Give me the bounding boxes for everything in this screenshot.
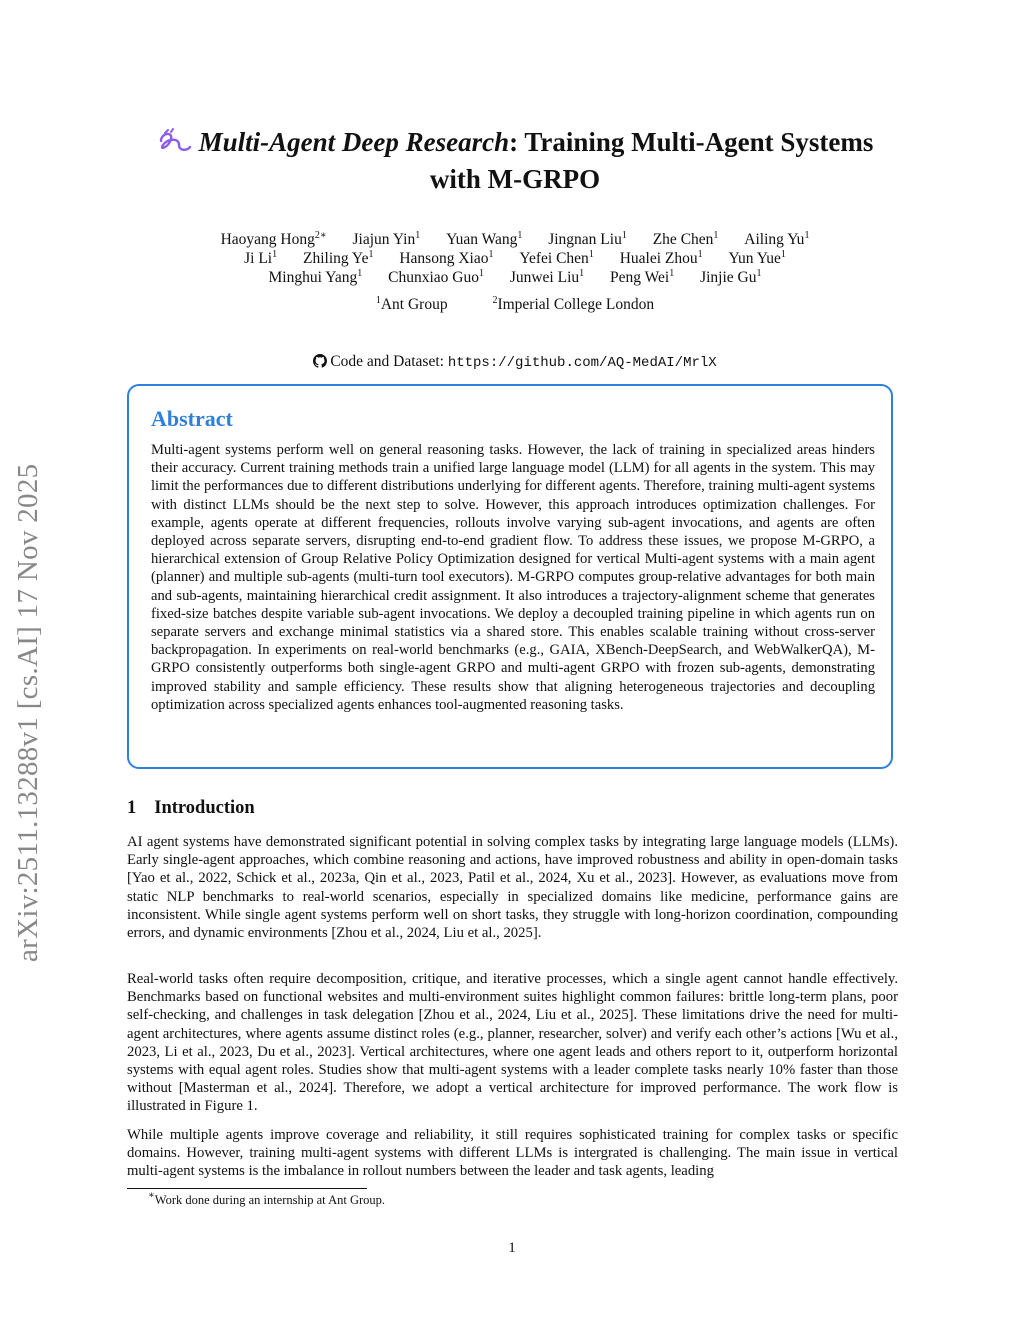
paper-title bbox=[120, 126, 910, 196]
author: Yefei Chen$^1$ bbox=[519, 249, 594, 267]
abstract-text: Multi-agent systems perform well on general reasoning tasks. However, the lack of training in specialized areas hinders their accuracy. Current training methods train a unified large language model (LLM) for all agents in the system. This may limit the performances due to different distributions underlying for different agents. Therefore, training multi-agent systems with distinct LLMs should be the next step to solve. However, this approach introduces optimization challenges. For example, agents operate at different frequencies, rollouts involve varying sub-agent invocations, and agents are often deployed across separate servers, disrupting end-to-end gradient flow. To address these issues, we propose M-GRPO, a hierarchical extension of Group Relative Policy Optimization designed for vertical Multi-agent systems with a main agent (planner) and multiple sub-agents (multi-turn tool executors). M-GRPO computes group-relative advantages for both main and sub-agents, maintaining hierarchical credit assignment. It also introduces a trajectory-alignment scheme that generates fixed-size batches despite variable sub-agent invocations. We deploy a decoupled training pipeline in which agents run on separate servers and exchange minimal statistics via a shared store. This enables scalable training without cross-server backpropagation. In experiments on real-world benchmarks (e.g., GAIA, XBench-DeepSearch, and WebWalkerQA), M-GRPO consistently outperforms both single-agent GRPO and multi-agent GRPO with frozen sub-agents, demonstrating improved stability and sample efficiency. These results show that aligning heterogeneous trajectories and decoupling optimization across specialized agents enhances tool-augmented reasoning tasks. bbox=[151, 442, 875, 713]
github-icon bbox=[313, 354, 327, 373]
author: Hualei Zhou$^1$ bbox=[619, 249, 703, 267]
footnote: ∗Work done during an internship at Ant Group. bbox=[148, 1190, 386, 1207]
author-row bbox=[150, 268, 880, 287]
author: Jingnan Liu$^1$ bbox=[548, 230, 627, 248]
author: Yun Yue$^1$ bbox=[728, 249, 786, 267]
author: Ailing Yu$^1$ bbox=[744, 230, 810, 248]
title-part: : Training Multi-Agent Systems bbox=[509, 127, 874, 157]
footnote-rule bbox=[127, 1188, 367, 1189]
author: Yuan Wang$^1$ bbox=[446, 230, 523, 248]
author: Haoyang Hong$^{2∗}$ bbox=[220, 230, 327, 248]
author: Ji Li$^1$ bbox=[244, 249, 278, 267]
title-italic-part: Multi-Agent Deep Research bbox=[198, 127, 510, 157]
page-number: 1 bbox=[508, 1240, 516, 1256]
code-url-link[interactable]: https://github.com/AQ-MedAI/MrlX bbox=[447, 355, 717, 371]
title-line2: with M-GRPO bbox=[429, 164, 601, 194]
section-title: Introduction bbox=[154, 798, 255, 818]
abstract-box bbox=[127, 384, 893, 769]
author: Minghui Yang$^1$ bbox=[268, 268, 363, 286]
affiliation: $^1$Ant Group bbox=[375, 295, 448, 313]
author: Zhe Chen$^1$ bbox=[652, 230, 719, 248]
author-block bbox=[150, 230, 880, 314]
author: Jiajun Yin$^1$ bbox=[352, 230, 421, 248]
code-dataset-line bbox=[150, 353, 880, 373]
affiliation: $^2$Imperial College London bbox=[492, 295, 655, 313]
author: Zhiling Ye$^1$ bbox=[303, 249, 374, 267]
code-label: Code and Dataset: bbox=[330, 353, 448, 370]
author: Peng Wei$^1$ bbox=[610, 268, 675, 286]
author: Chunxiao Guo$^1$ bbox=[388, 268, 484, 286]
affiliations bbox=[150, 295, 880, 314]
paragraph: AI agent systems have demonstrated significant potential in solving complex tasks by integrating large language models (LLMs). Early single-agent approaches, which combine reasoning and actions, have improved robustness and ability in open-domain tasks [Yao et al., 2022, Schick et al., 2023a, Qin et al., 2023, Patil et al., 2024, Xu et al., 2023]. However, as evaluations move from static NLP benchmarks to real-world scenarios, especially in specialized domains like medicine, performance gains are inconsistent. While single agent systems perform well on short tasks, they struggle with long-horizon coordination, compounding errors, and dynamic environments [Zhou et al., 2024, Liu et al., 2025]. bbox=[127, 834, 898, 942]
paragraph: Real-world tasks often require decomposition, critique, and iterative processes, which a single agent cannot handle effectively. Benchmarks based on functional websites and multi-environment suites highlight common failures: brittle long-term plans, poor self-checking, and challenges in task delegation [Zhou et al., 2024, Liu et al., 2025]. These limitations drive the need for multi-agent architectures, where agents assume distinct roles (e.g., planner, researcher, solver) and verify each other’s actions [Wu et al., 2023, Li et al., 2023, Du et al., 2023]. Vertical architectures, where one agent leads and others report to it, outperform horizontal systems with equal agent roles. Studies show that multi-agent systems with a leader complete tasks nearly 10% faster than those without [Masterman et al., 2024]. Therefore, we adopt a vertical architecture for improved performance. The work flow is illustrated in Figure 1. bbox=[127, 971, 898, 1115]
paragraph: While multiple agents improve coverage and reliability, it still requires sophisticated training for complex tasks or specific domains. However, training multi-agent systems with different LLMs is intergrated is challenging. The main issue in vertical multi-agent systems is the imbalance in rollout numbers between the leader and task agents, leading bbox=[127, 1127, 898, 1180]
abstract-heading: Abstract bbox=[151, 406, 233, 431]
author-row bbox=[150, 249, 880, 268]
logo-icon bbox=[157, 127, 193, 163]
author: Jinjie Gu$^1$ bbox=[700, 268, 762, 286]
section-number: 1 bbox=[127, 798, 137, 818]
author-row bbox=[150, 230, 880, 249]
author: Hansong Xiao$^1$ bbox=[399, 249, 494, 267]
author: Junwei Liu$^1$ bbox=[509, 268, 585, 286]
arxiv-identifier: arXiv:2511.13288v1 [cs.AI] 17 Nov 2025 bbox=[12, 463, 44, 962]
section-heading bbox=[127, 798, 255, 819]
